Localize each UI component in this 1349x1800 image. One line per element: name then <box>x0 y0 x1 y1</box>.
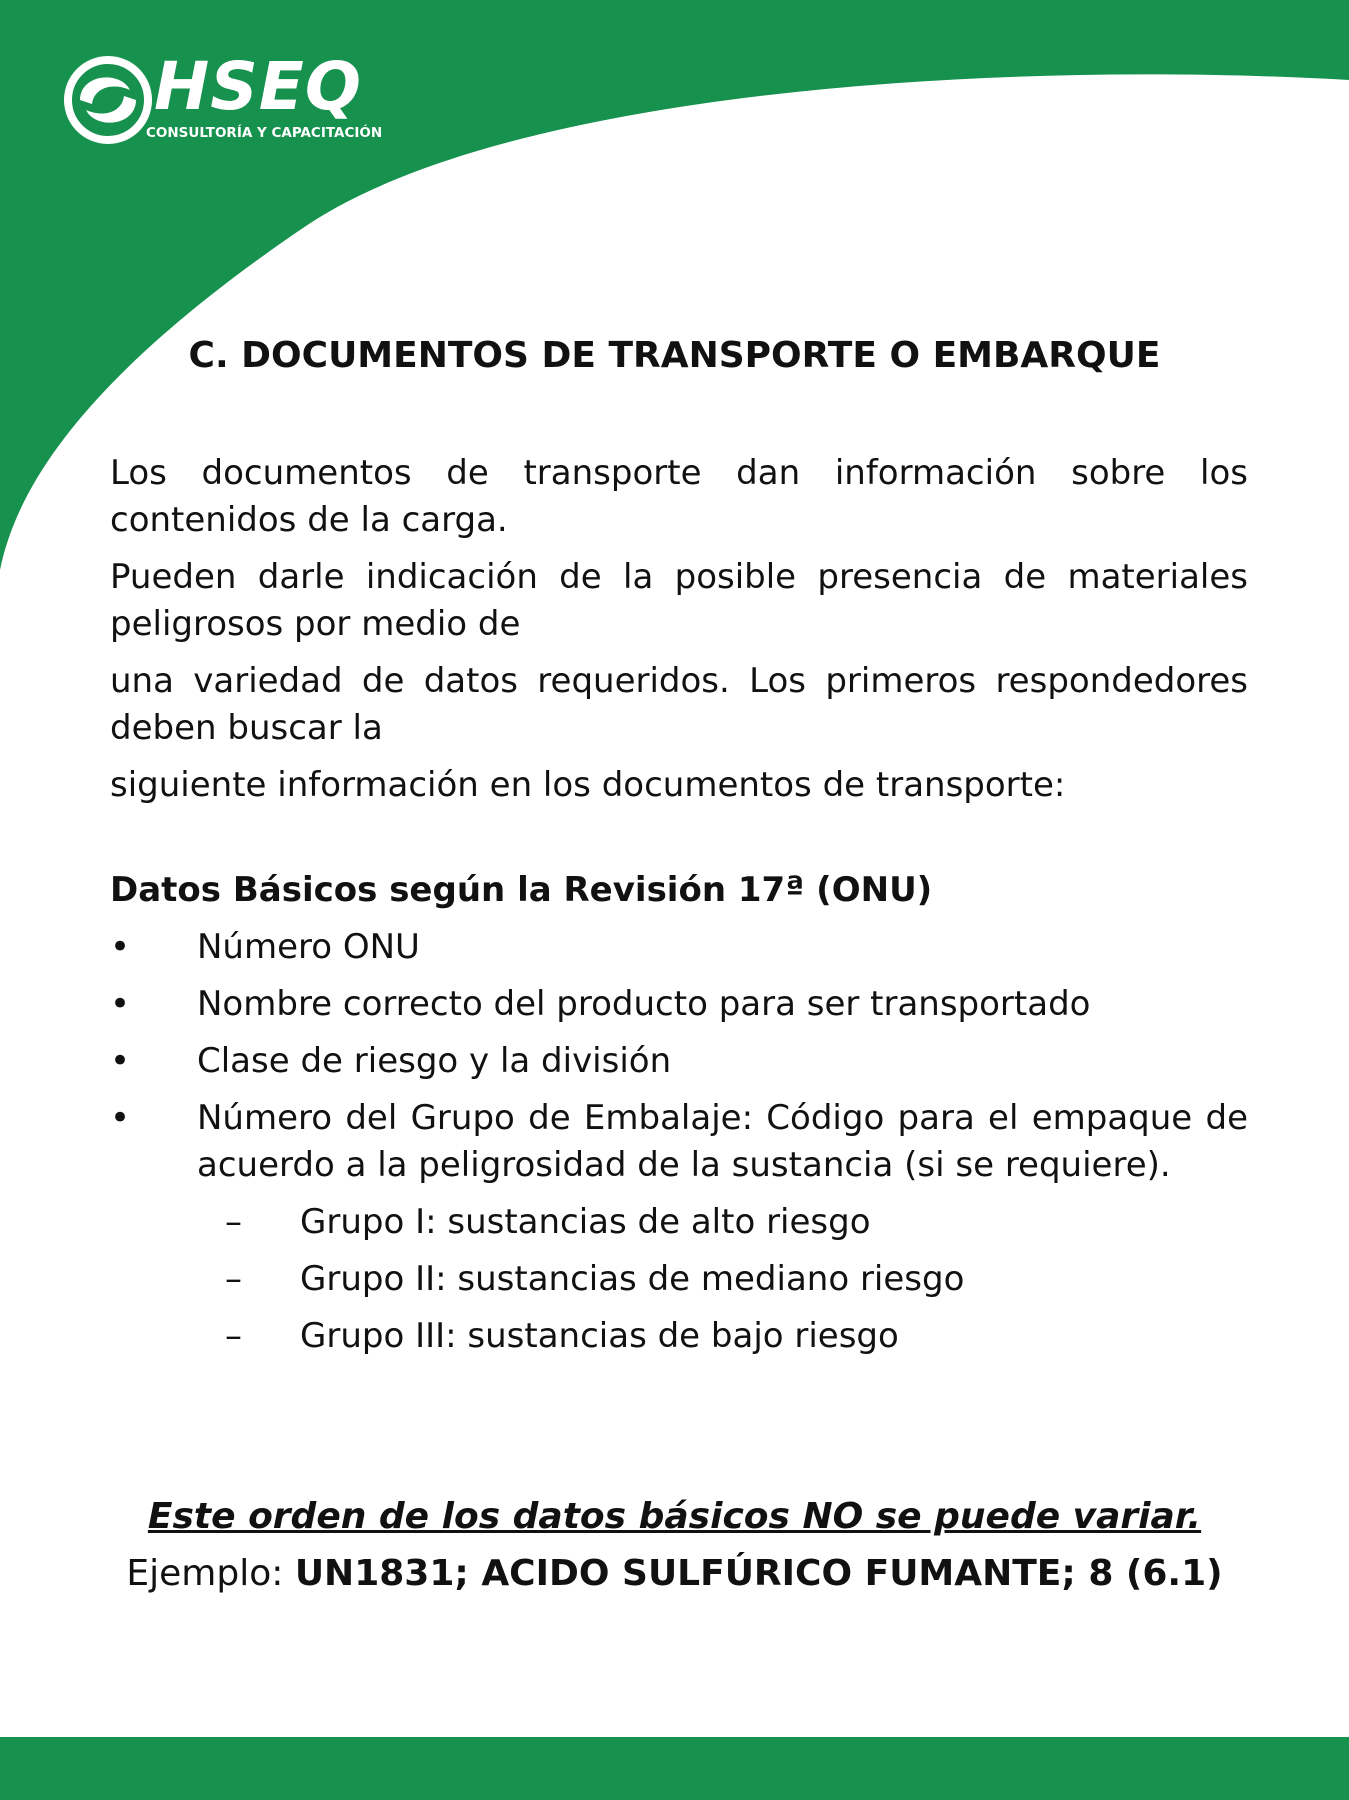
dash-marker: – <box>225 1259 242 1299</box>
paragraph: siguiente información en los documentos de transporte: <box>110 765 1066 805</box>
sub-list-item-text: Grupo II: sustancias de mediano riesgo <box>300 1259 965 1299</box>
bullet-marker: • <box>110 927 131 967</box>
example-value: UN1831; ACIDO SULFÚRICO FUMANTE; 8 (6.1) <box>294 1553 1223 1594</box>
paragraph: Los documentos de transporte dan información sobre los contenidos de la carga. <box>110 453 1248 540</box>
sub-list-item-text: Grupo I: sustancias de alto riesgo <box>300 1202 871 1242</box>
hseq-logo <box>60 48 400 152</box>
list-item <box>110 981 1248 1028</box>
dash-marker: – <box>225 1316 242 1356</box>
list-item-text: Clase de riesgo y la división <box>197 1041 672 1081</box>
sub-list-item <box>110 1256 1248 1303</box>
list-item-text: Número ONU <box>197 927 420 967</box>
example-line <box>0 1553 1349 1594</box>
dash-marker: – <box>225 1202 242 1242</box>
section-subheading: Datos Básicos según la Revisión 17ª (ONU) <box>110 870 933 910</box>
sub-list-item-text: Grupo III: sustancias de bajo riesgo <box>300 1316 899 1356</box>
page-title: C. DOCUMENTOS DE TRANSPORTE O EMBARQUE <box>188 335 1161 376</box>
list-item-text: Nombre correcto del producto para ser transportado <box>197 984 1091 1024</box>
list-item <box>110 1095 1248 1189</box>
list-item-text: Número del Grupo de Embalaje: Código para el empaque de acuerdo a la peligrosidad de la sustancia (si se requiere). <box>197 1098 1248 1185</box>
footer-green-bar <box>0 1737 1349 1800</box>
document-body <box>110 450 1248 1370</box>
brand-tagline: CONSULTORÍA Y CAPACITACIÓN <box>146 125 383 141</box>
sub-list-item <box>110 1199 1248 1246</box>
example-label: Ejemplo: <box>126 1553 284 1594</box>
order-note: Este orden de los datos básicos NO se puede variar. <box>147 1496 1202 1537</box>
bullet-marker: • <box>110 1041 131 1081</box>
list-item <box>110 924 1248 971</box>
sub-list-item <box>110 1313 1248 1360</box>
bullet-marker: • <box>110 1098 131 1138</box>
paragraph: Pueden darle indicación de la posible presencia de materiales peligrosos por medio de <box>110 557 1248 644</box>
hseq-swirl-icon <box>60 52 156 148</box>
paragraph: una variedad de datos requeridos. Los primeros respondedores deben buscar la <box>110 661 1248 748</box>
brand-name: HSEQ <box>154 48 362 125</box>
list-item <box>110 1038 1248 1085</box>
bullet-marker: • <box>110 984 131 1024</box>
